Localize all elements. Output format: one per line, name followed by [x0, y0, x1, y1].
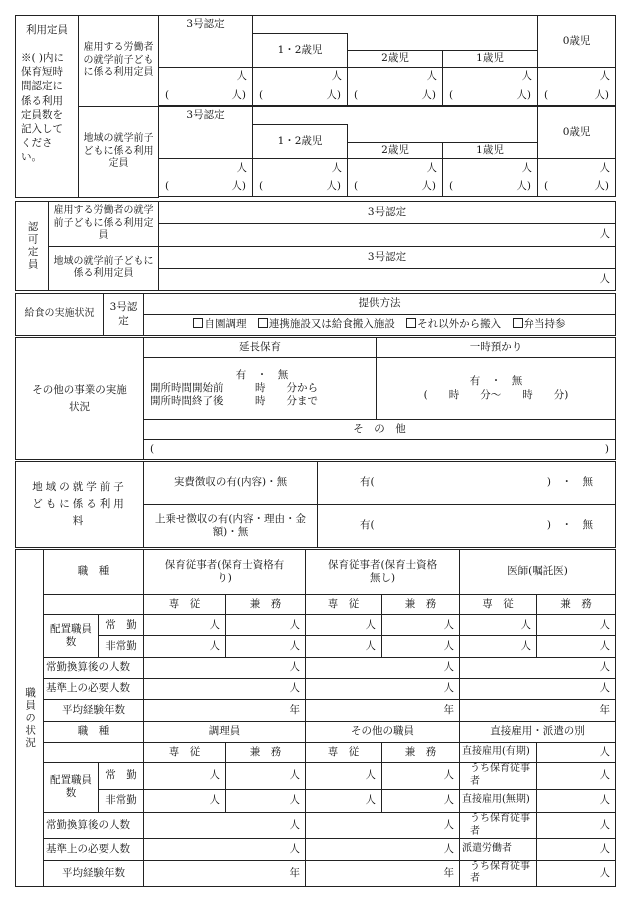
col-2-a: 2歳児: [348, 51, 443, 67]
t1-kenmu-1: 兼 務: [226, 594, 306, 614]
sonota-jigyou-table: [15, 337, 616, 460]
shokuin-table: [15, 549, 616, 887]
t2-v[interactable]: 人: [382, 789, 460, 812]
uwanose-label: 上乗せ徴収の有(内容・理由・金額)・無: [144, 505, 318, 548]
t2-kansan-2[interactable]: 人: [306, 812, 460, 838]
riyou-teiin-cell: [16, 16, 79, 198]
kyushoku-title: 給食の実施状況: [16, 294, 104, 336]
t1-col2: 保育従事者(保育士資格無し): [306, 550, 460, 595]
ninka-row-b-label: 地域の就学前子どもに係る利用定員: [49, 246, 159, 291]
t2-kijun-1[interactable]: 人: [144, 839, 306, 860]
t2-keiken: 平均経験年数: [44, 860, 144, 886]
a-1-short[interactable]: ( 人): [443, 86, 538, 105]
col-12-a: 1・2歳児: [253, 34, 348, 67]
t2-keiken-2[interactable]: 年: [306, 860, 460, 886]
sonota-label: そ の 他: [144, 420, 616, 440]
t2-joukin: 常 勤: [99, 763, 144, 789]
t2-v[interactable]: 人: [306, 789, 382, 812]
t1-senju-1: 専 従: [144, 594, 226, 614]
t2-kansan: 常勤換算後の人数: [44, 812, 144, 838]
t2-hijoukin: 非常勤: [99, 789, 144, 812]
ninka-teiin-title: 認可定員: [26, 221, 39, 271]
t2-v[interactable]: 人: [144, 763, 226, 789]
kyushoku-3go: 3号認定: [104, 294, 144, 336]
haken-hoiku: うち保育従事者: [460, 860, 537, 886]
t1-v[interactable]: 人: [144, 636, 226, 657]
a-1-value[interactable]: 人: [443, 67, 538, 86]
t2-kijun-2[interactable]: 人: [306, 839, 460, 860]
b-12-value[interactable]: 人: [253, 158, 348, 177]
t2-col3: 直接雇用・派遣の別: [460, 721, 616, 742]
t1-senju-2: 専 従: [306, 594, 382, 614]
t1-v[interactable]: 人: [226, 636, 306, 657]
t1-v[interactable]: 人: [226, 614, 306, 635]
t1-haichi: 配置職員数: [44, 614, 99, 657]
t1-v[interactable]: 人: [306, 614, 382, 635]
a-0-value[interactable]: 人: [538, 67, 616, 86]
col-1-a: 1歳児: [443, 51, 538, 67]
b-2-value[interactable]: 人: [348, 158, 443, 177]
t1-keiken: 平均経験年数: [44, 700, 144, 721]
riyou-teiin-note: ※( )内に保育短時間認定に係る利用定員数を記入してください。: [21, 52, 65, 164]
riyouryou-table: [15, 461, 616, 548]
col-12-b: 1・2歳児: [253, 125, 348, 158]
koyou-yuuki-hoiku: うち保育従事者: [460, 763, 537, 789]
t2-senju-2: 専 従: [306, 742, 382, 762]
t2-v[interactable]: 人: [226, 763, 306, 789]
a-12-short[interactable]: ( 人): [253, 86, 348, 105]
t2-shokushu: 職 種: [44, 721, 144, 742]
ninka-a-value[interactable]: 人: [159, 224, 616, 246]
t1-v[interactable]: 人: [537, 614, 616, 635]
t1-joukin: 常 勤: [99, 614, 144, 635]
t1-v[interactable]: 人: [537, 636, 616, 657]
col-3go-b: 3号認定: [159, 107, 253, 159]
row-b-label: 地域の就学前子どもに係る利用定員: [79, 107, 159, 198]
a-3go-value[interactable]: 人: [159, 67, 253, 86]
checkbox-icon[interactable]: [193, 318, 203, 328]
b-0-value[interactable]: 人: [538, 158, 616, 177]
checkbox-icon[interactable]: [406, 318, 416, 328]
t1-keiken-3[interactable]: 年: [460, 700, 616, 721]
t2-keiken-1[interactable]: 年: [144, 860, 306, 886]
checkbox-icon[interactable]: [513, 318, 523, 328]
a-0-short[interactable]: ( 人): [538, 86, 616, 105]
uwanose-input[interactable]: 有( ) ・ 無: [318, 505, 616, 548]
haken-v[interactable]: 人: [537, 839, 616, 860]
t1-kijun: 基準上の必要人数: [44, 678, 144, 699]
ninka-3go-a: 3号認定: [159, 202, 616, 224]
t2-senju-1: 専 従: [144, 742, 226, 762]
t1-v[interactable]: 人: [460, 614, 537, 635]
t1-kenmu-2: 兼 務: [382, 594, 460, 614]
t1-kenmu-3: 兼 務: [537, 594, 616, 614]
col-0-b: 0歳児: [538, 107, 616, 159]
shokuin-title: 職員の状況: [24, 686, 37, 750]
row-a-label: 雇用する労働者の就学前子どもに係る利用定員: [79, 16, 159, 107]
t2-v[interactable]: 人: [382, 763, 460, 789]
b-0-short[interactable]: ( 人): [538, 178, 616, 197]
koyou-muki: 直接雇用(無期): [460, 789, 537, 812]
b-12-short[interactable]: ( 人): [253, 178, 348, 197]
t1-keiken-2[interactable]: 年: [306, 700, 460, 721]
t1-v[interactable]: 人: [306, 636, 382, 657]
t2-v[interactable]: 人: [144, 789, 226, 812]
koyou-muki-hoiku-v[interactable]: 人: [537, 812, 616, 838]
t2-kenmu-2: 兼 務: [382, 742, 460, 762]
enchou-hoiku: 延長保育: [144, 338, 377, 358]
a-3go-short[interactable]: ( 人): [159, 86, 253, 105]
jippi-input[interactable]: 有( ) ・ 無: [318, 462, 616, 505]
t1-hijoukin: 非常勤: [99, 636, 144, 657]
ichiji-azukari: 一時預かり: [377, 338, 616, 358]
kyushoku-table: [15, 293, 616, 336]
checkbox-icon[interactable]: [258, 318, 268, 328]
ninka-row-a-label: 雇用する労働者の就学前子どもに係る利用定員: [49, 202, 159, 247]
col-0-a: 0歳児: [538, 16, 616, 68]
t1-kijun-3[interactable]: 人: [460, 678, 616, 699]
col-3go-a: 3号認定: [159, 16, 253, 68]
t1-v[interactable]: 人: [460, 636, 537, 657]
t1-col1: 保育従事者(保育士資格有り): [144, 550, 306, 595]
haken: 派遣労働者: [460, 839, 537, 860]
koyou-yuuki-v[interactable]: 人: [537, 742, 616, 762]
riyouryou-title: 地域の就学前子どもに係る利用料: [16, 462, 144, 548]
t1-keiken-1[interactable]: 年: [144, 700, 306, 721]
t1-senju-3: 専 従: [460, 594, 537, 614]
option-bentou[interactable]: 弁当持参: [509, 318, 570, 330]
riyou-teiin-title: 利用定員: [26, 24, 68, 36]
t2-kenmu-1: 兼 務: [226, 742, 306, 762]
col-1-b: 1歳児: [443, 142, 538, 158]
t2-v[interactable]: 人: [226, 789, 306, 812]
b-1-value[interactable]: 人: [443, 158, 538, 177]
ninka-teiin-table: [15, 201, 616, 291]
sonota-jigyou-title: その他の事業の実施状況: [16, 338, 144, 460]
sonota-input[interactable]: ( ): [144, 440, 616, 460]
ninka-3go-b: 3号認定: [159, 246, 616, 268]
t2-col2: その他の職員: [306, 721, 460, 742]
t1-col3: 医師(嘱託医): [460, 550, 616, 595]
t1-kansan: 常勤換算後の人数: [44, 657, 144, 678]
t1-kansan-1[interactable]: 人: [144, 657, 306, 678]
b-1-short[interactable]: ( 人): [443, 178, 538, 197]
b-2-short[interactable]: ( 人): [348, 178, 443, 197]
ninka-b-value[interactable]: 人: [159, 268, 616, 290]
t2-haichi: 配置職員数: [44, 763, 99, 813]
col-2-b: 2歳児: [348, 142, 443, 158]
t2-kansan-1[interactable]: 人: [144, 812, 306, 838]
t2-kijun: 基準上の必要人数: [44, 839, 144, 860]
t1-v[interactable]: 人: [144, 614, 226, 635]
t1-v[interactable]: 人: [382, 636, 460, 657]
koyou-muki-hoiku: うち保育従事者: [460, 812, 537, 838]
koyou-muki-v[interactable]: 人: [537, 789, 616, 812]
teikyo-options: [144, 315, 616, 336]
a-2-short[interactable]: ( 人): [348, 86, 443, 105]
t1-kijun-2[interactable]: 人: [306, 678, 460, 699]
jippi-label: 実費徴収の有(内容)・無: [144, 462, 318, 505]
ichiji-detail[interactable]: 有 ・ 無 ( 時 分〜 時 分): [377, 358, 616, 420]
koyou-yuuki-hoiku-v[interactable]: 人: [537, 763, 616, 789]
a-2-value[interactable]: 人: [348, 67, 443, 86]
t2-col1: 調理員: [144, 721, 306, 742]
t1-v[interactable]: 人: [382, 614, 460, 635]
enchou-detail[interactable]: 有 ・ 無 開所時間開始前 時 分から 開所時間終了後 時 分まで: [144, 358, 377, 420]
option-renkei[interactable]: 連携施設又は給食搬入施設: [254, 318, 399, 330]
b-3go-value[interactable]: 人: [159, 158, 253, 177]
koyou-yuuki: 直接雇用(有期): [460, 742, 537, 762]
t2-v[interactable]: 人: [306, 763, 382, 789]
option-sonota[interactable]: それ以外から搬入: [402, 318, 505, 330]
t1-kansan-3[interactable]: 人: [460, 657, 616, 678]
haken-hoiku-v[interactable]: 人: [537, 860, 616, 886]
a-12-value[interactable]: 人: [253, 67, 348, 86]
t1-shokushu: 職 種: [44, 550, 144, 595]
teikyo-houhou: 提供方法: [144, 294, 616, 315]
riyou-teiin-table: [15, 15, 616, 198]
b-3go-short[interactable]: ( 人): [159, 178, 253, 197]
t1-kijun-1[interactable]: 人: [144, 678, 306, 699]
t1-kansan-2[interactable]: 人: [306, 657, 460, 678]
option-jien[interactable]: 自園調理: [189, 318, 250, 330]
